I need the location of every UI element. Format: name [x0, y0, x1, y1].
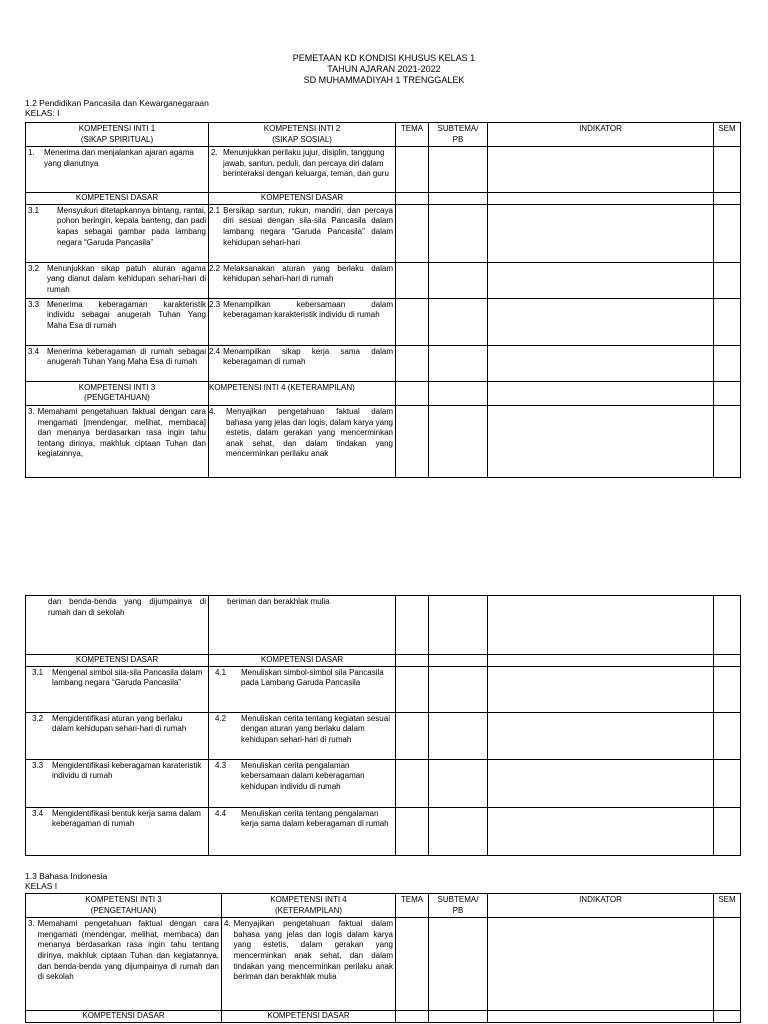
ki3-cell: 3. Memahami pengetahuan faktual dengan cara mengamati [mendengar, melihat, membaca] dan menanya berdasarkan rasa ingin tahu tentang dirinya, makhluk ciptaan Tuhan dan kegiatannya, [26, 405, 209, 477]
table-row [26, 147, 741, 193]
col-indikator: INDIKATOR [488, 123, 714, 147]
kd-right-cell: 2.3 Menampilkan kebersamaan dalam keberagaman karakteristik individu di rumah [209, 298, 396, 345]
kd-table-ppkn [25, 122, 741, 478]
table-row [26, 759, 741, 807]
kd-left-cell: 3.2 Mengidentifikasi aturan yang berlaku dalam kehidupan sehari-hari di rumah [26, 712, 209, 759]
kd-right-cell: 4.4 Menuliskan cerita tentang pengalaman kerja sama dalam keberagaman di rumah [209, 807, 396, 855]
table-row [26, 298, 741, 345]
kd-left-cell: 3.3 Mengidentifikasi keberagaman karateristik individu di rumah [26, 759, 209, 807]
kd-left-cell: 3.1 Mengenal simbol sila-sila Pancasila dalam lambang negara “Garuda Pancasila” [26, 666, 209, 712]
kd-right-cell: 2.1 Bersikap santun, rukun, mandiri, dan percaya diri sesuai dengan sila-sila Pancasila dalam lambang negara “Garuda Pancasila” dalam kehidupan sehari-hari [209, 204, 396, 262]
kd-header-row [26, 193, 741, 205]
col-ki1: KOMPETENSI INTI 1 (SIKAP SPIRITUAL) [26, 123, 209, 147]
col-sem: SEM [714, 123, 741, 147]
ki2-cell: 2. Menunjukkan perilaku jujur, disiplin, tanggung jawab, santun, peduli, dan percaya diri dalam berinteraksi dengan keluarga, teman, dan guru [209, 147, 396, 193]
col-ki3: KOMPETENSI INTI 3 (PENGETAHUAN) [26, 894, 222, 918]
class-label-bahasa: KELAS I [25, 881, 58, 891]
col-indikator: INDIKATOR [488, 894, 714, 918]
table-row [26, 666, 741, 712]
doc-title: PEMETAAN KD KONDISI KHUSUS KELAS 1 [292, 53, 476, 63]
ki3-cont-cell: dan benda-benda yang dijumpainya di rumah dan di sekolah [26, 596, 209, 655]
class-label: KELAS: I [25, 108, 60, 118]
col-ki4: KOMPETENSI INTI 4 (KETERAMPILAN) [222, 894, 396, 918]
kd-left-heading: KOMPETENSI DASAR [26, 193, 209, 205]
table-row [26, 918, 741, 1011]
kd-right-heading: KOMPETENSI DASAR [209, 193, 396, 205]
doc-school: SD MUHAMMADIYAH 1 TRENGGALEK [303, 75, 465, 85]
kd-left-cell: 3.2 Menunjukkan sikap patuh aturan agama yang dianut dalam kehidupan sehari-hari di rumah [26, 262, 209, 298]
kd-left-cell: 3.1 Mensyukuri ditetapkannya bintang, rantai, pohon beringin, kepala banteng, dan padi kapas sebagai gambar pada lambang negara “Garuda Pancasila” [26, 204, 209, 262]
kd-left-cell: 3.3 Menerima keberagaman karakteristik individu sebagai anugerah Tuhan Yang Maha Esa di rumah [26, 298, 209, 345]
table-row [26, 345, 741, 381]
kd-left-cell: 3.4 Menerima keberagaman di rumah sebagai anugerah Tuhan Yang Maha Esa di rumah [26, 345, 209, 381]
kd-right-heading: KOMPETENSI DASAR [222, 1011, 396, 1023]
kd-right-cell: 4.3 Menuliskan cerita pengalaman kebersamaan dalam keberagaman kehidupan individu di rumah [209, 759, 396, 807]
kd-right-cell: 4.1 Menuliskan simbol-simbol sila Pancasila pada Lambang Garuda Pancasila [209, 666, 396, 712]
kd-right-cell: 2.2 Melaksanakan aturan yang berlaku dalam kehidupan sehari-hari di rumah [209, 262, 396, 298]
kd-left-heading: KOMPETENSI DASAR [26, 1011, 222, 1023]
ki4-cell: 4. Menyajikan pengetahuan faktual dalam bahasa yang jelas dan logis dalam karya yang estetis, dalam gerakan yang mencerminkan anak sehat, dan dalam tindakan yang mencerminkan perilaku anak beriman dan berakhlak mulia [222, 918, 396, 1011]
col-subtema: SUBTEMA/ PB [429, 894, 488, 918]
subject-heading: 1.2 Pendidikan Pancasila dan Kewarganegaraan [25, 98, 209, 108]
ki3-cell: 3. Memahami pengetahuan faktual dengan cara mengamati (mendengar, melihat, membaca) dan menanya berdasarkan rasa ingin tahu tentang dirinya, makhluk ciptaan Tuhan dan kegiatannya, dan benda-benda yang dijumpainya di rumah dan di sekolah [26, 918, 222, 1011]
col-tema: TEMA [396, 894, 429, 918]
col-sem: SEM [714, 894, 741, 918]
table-row [26, 807, 741, 855]
table-row [26, 204, 741, 262]
kd-left-heading: KOMPETENSI DASAR [26, 655, 209, 667]
subject-heading-bahasa: 1.3 Bahasa Indonesia [25, 871, 108, 881]
ki-header-row [26, 381, 741, 405]
col-tema: TEMA [396, 123, 429, 147]
table-row [26, 596, 741, 655]
kd-header-row [26, 1011, 741, 1023]
kd-left-cell: 3.4 Mengidentifikasi bentuk kerja sama dalam keberagaman di rumah [26, 807, 209, 855]
kd-header-row [26, 655, 741, 667]
ki4-cell: 4. Menyajikan pengetahuan faktual dalam bahasa yang jelas dan logis, dalam karya yang estetis, dalam gerakan yang mencerminkan anak sehat, dan dalam tindakan yang mencerminkan perilaku anak [209, 405, 396, 477]
table-header-row [26, 894, 741, 918]
ki4-cont-cell: beriman dan berakhlak mulia [209, 596, 396, 655]
kd-table-bahasa [25, 893, 741, 1023]
kd-right-cell: 2.4 Menampilkan sikap kerja sama dalam keberagaman di rumah [209, 345, 396, 381]
ki1-cell: 1. Menerima dan menjalankan ajaran agama yang dianutnya [26, 147, 209, 193]
ki3-heading: KOMPETENSI INTI 3 (PENGETAHUAN) [26, 381, 209, 405]
ki4-heading: KOMPETENSI INTI 4 (KETERAMPILAN) [209, 381, 396, 405]
table-row [26, 262, 741, 298]
kd-table-ppkn-cont [25, 595, 741, 856]
kd-right-heading: KOMPETENSI DASAR [209, 655, 396, 667]
col-ki2: KOMPETENSI INTI 2 (SIKAP SOSIAL) [209, 123, 396, 147]
table-header-row [26, 123, 741, 147]
table-row [26, 712, 741, 759]
kd-right-cell: 4.2 Menuliskan cerita tentang kegiatan sesuai dengan aturan yang berlaku dalam kehidupan sehari-hari di rumah [209, 712, 396, 759]
col-subtema: SUBTEMA/ PB [429, 123, 488, 147]
table-row [26, 405, 741, 477]
doc-year: TAHUN AJARAN 2021-2022 [327, 64, 441, 74]
